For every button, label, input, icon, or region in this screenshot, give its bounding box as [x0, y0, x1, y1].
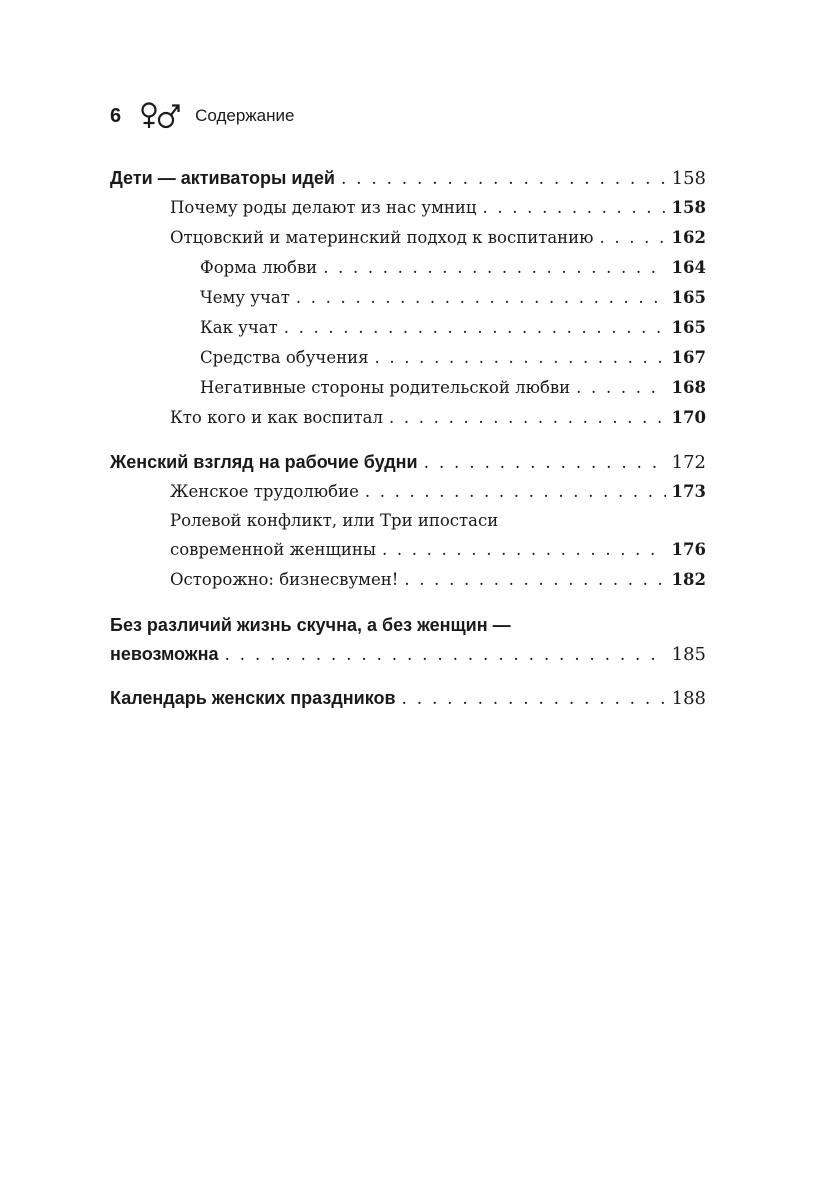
- dot-leader: [424, 448, 666, 478]
- toc-page: 185: [671, 644, 706, 665]
- toc-subentry[interactable]: [110, 283, 706, 313]
- dot-leader: [576, 373, 665, 403]
- toc-title: Средства обучения: [200, 348, 369, 367]
- toc-section-work[interactable]: [110, 447, 706, 477]
- toc-subentry[interactable]: [110, 253, 706, 283]
- toc-page: 182: [671, 570, 706, 589]
- toc-title: Кто кого и как воспитал: [170, 408, 384, 427]
- toc-title: Осторожно: бизнесвумен!: [170, 570, 399, 589]
- toc-page: 170: [671, 408, 706, 427]
- toc-page: 188: [671, 688, 706, 709]
- toc-page: 165: [671, 288, 706, 307]
- toc-page: 173: [671, 482, 706, 501]
- toc-title: Календарь женских праздников: [110, 688, 396, 708]
- dot-leader: [375, 343, 666, 373]
- toc-title: Чему учат: [200, 288, 290, 307]
- dot-leader: [389, 403, 666, 433]
- toc-entry[interactable]: [110, 223, 706, 253]
- toc-page: 158: [671, 198, 706, 217]
- page-number: 6: [110, 104, 122, 127]
- dot-leader: [404, 565, 665, 595]
- toc-title: Как учат: [200, 318, 278, 337]
- dot-leader: [365, 477, 666, 507]
- toc-title-line1: Без различий жизнь скучна, а без женщин —: [110, 615, 511, 635]
- dot-leader: [296, 283, 666, 313]
- toc-subentry[interactable]: [110, 373, 706, 403]
- dot-leader: [483, 193, 666, 223]
- toc-subentry[interactable]: [110, 313, 706, 343]
- dot-leader: [600, 223, 666, 253]
- table-of-contents: [110, 160, 706, 713]
- toc-title: Отцовский и материнский подход к воспитанию: [170, 228, 594, 247]
- toc-subentry[interactable]: [110, 343, 706, 373]
- running-header: [110, 98, 294, 134]
- toc-title: Негативные стороны родительской любви: [200, 378, 571, 397]
- section-title: Содержание: [195, 106, 295, 125]
- toc-title: Почему роды делают из нас умниц: [170, 198, 477, 217]
- toc-title: Форма любви: [200, 258, 318, 277]
- toc-entry[interactable]: [110, 565, 706, 595]
- toc-section-children[interactable]: [110, 163, 706, 193]
- dot-leader: [341, 164, 666, 194]
- toc-page: 176: [671, 540, 706, 559]
- toc-title-line1: Ролевой конфликт, или Три ипостаси: [170, 511, 499, 530]
- dot-leader: [284, 313, 666, 343]
- toc-section-differences[interactable]: [110, 611, 706, 669]
- dot-leader: [402, 684, 666, 714]
- toc-title: Женское трудолюбие: [170, 482, 359, 501]
- toc-title: Дети — активаторы идей: [110, 168, 335, 188]
- toc-page: 158: [671, 168, 706, 189]
- toc-entry[interactable]: [110, 193, 706, 223]
- toc-entry[interactable]: [110, 507, 706, 565]
- toc-page: 172: [671, 452, 706, 473]
- toc-page: 165: [671, 318, 706, 337]
- toc-section-calendar[interactable]: [110, 683, 706, 713]
- toc-entry[interactable]: [110, 477, 706, 507]
- toc-page: 162: [671, 228, 706, 247]
- toc-title: Женский взгляд на рабочие будни: [110, 452, 418, 472]
- toc-title-line2: невозможна: [110, 644, 219, 664]
- dot-leader: [323, 253, 665, 283]
- female-male-symbols-icon: [139, 101, 181, 131]
- toc-entry[interactable]: [110, 403, 706, 433]
- dot-leader: [224, 640, 665, 670]
- toc-page: 167: [671, 348, 706, 367]
- toc-page: 164: [671, 258, 706, 277]
- dot-leader: [382, 535, 666, 565]
- toc-title-line2: современной женщины: [170, 540, 376, 559]
- toc-page: 168: [671, 378, 706, 397]
